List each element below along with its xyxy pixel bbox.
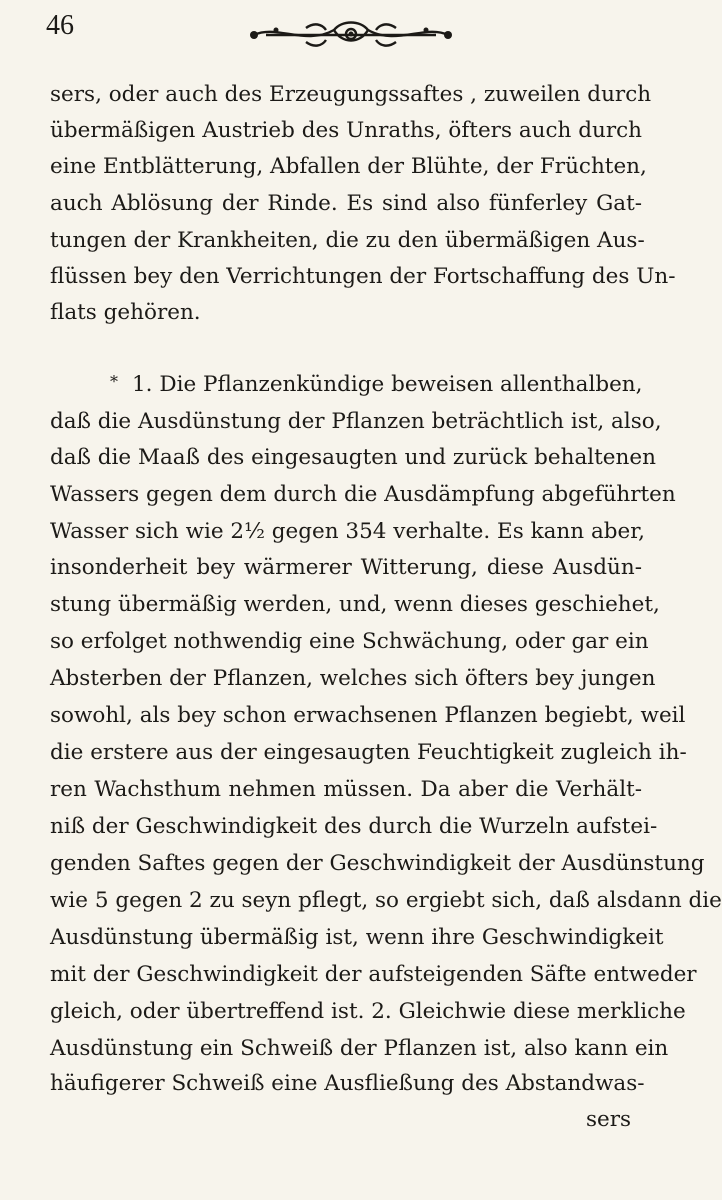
text-line: daß die Maaß des eingesaugten und zurück behaltenen [50, 445, 656, 470]
text-line: eine Entblätterung, Abfallen der Blühte, der Früchten, [50, 154, 647, 179]
text-line: wie 5 gegen 2 zu seyn pflegt, so ergiebt sich, daß alsdann die [50, 888, 722, 913]
text-line: übermäßigen Austrieb des Unraths, öfters auch durch [50, 118, 642, 143]
text-line: häufigerer Schweiß eine Ausfließung des Abstandwas- [50, 1071, 645, 1096]
text-line: sowohl, als bey schon erwachsenen Pflanzen begiebt, weil [50, 703, 686, 728]
text-line: daß die Ausdünstung der Pflanzen beträchtlich ist, also, [50, 409, 662, 434]
footnote-marker: * [110, 372, 118, 391]
text-line: Absterben der Pflanzen, welches sich öfters bey jungen [50, 666, 656, 691]
page-number: 46 [46, 10, 74, 41]
text-line: Wasser sich wie 2½ gegen 354 verhalte. Es kann aber, [50, 519, 646, 544]
text-line: flats gehören. [50, 300, 201, 325]
text-line: stung übermäßig werden, und, wenn dieses geschiehet, [50, 592, 660, 617]
text-line: gleich, oder übertreffend ist. 2. Gleichwie diese merkliche [50, 999, 686, 1024]
text-line: so erfolget nothwendig eine Schwächung, oder gar ein [50, 629, 649, 654]
text-line: 1. Die Pflanzenkündige beweisen allenthalben, [132, 372, 643, 397]
text-line: flüssen bey den Verrichtungen der Fortschaffung des Un- [50, 264, 676, 289]
text-line: insonderheit bey wärmerer Witterung, diese Ausdün- [50, 555, 642, 580]
text-line: Ausdünstung übermäßig ist, wenn ihre Geschwindigkeit [50, 925, 664, 950]
text-line: die erstere aus der eingesaugten Feuchtigkeit zugleich ih- [50, 740, 687, 765]
text-line: genden Saftes gegen der Geschwindigkeit der Ausdünstung [50, 851, 705, 876]
text-line: ren Wachsthum nehmen müssen. Da aber die Verhält- [50, 777, 642, 802]
text-line: auch Ablösung der Rinde. Es sind also fünferley Gat- [50, 191, 642, 216]
ornament-headpiece-icon [246, 18, 456, 52]
text-line: mit der Geschwindigkeit der aufsteigenden Säfte entweder [50, 962, 697, 987]
text-line: tungen der Krankheiten, die zu den übermäßigen Aus- [50, 228, 645, 253]
catchword: sers [586, 1107, 632, 1132]
text-line: sers, oder auch des Erzeugungssaftes , zuweilen durch [50, 82, 652, 107]
text-line: Wassers gegen dem durch die Ausdämpfung abgeführten [50, 482, 676, 507]
paragraph-start-line [50, 374, 642, 396]
text-line: niß der Geschwindigkeit des durch die Wurzeln aufstei- [50, 814, 658, 839]
text-line: Ausdünstung ein Schweiß der Pflanzen ist, also kann ein [50, 1036, 669, 1061]
